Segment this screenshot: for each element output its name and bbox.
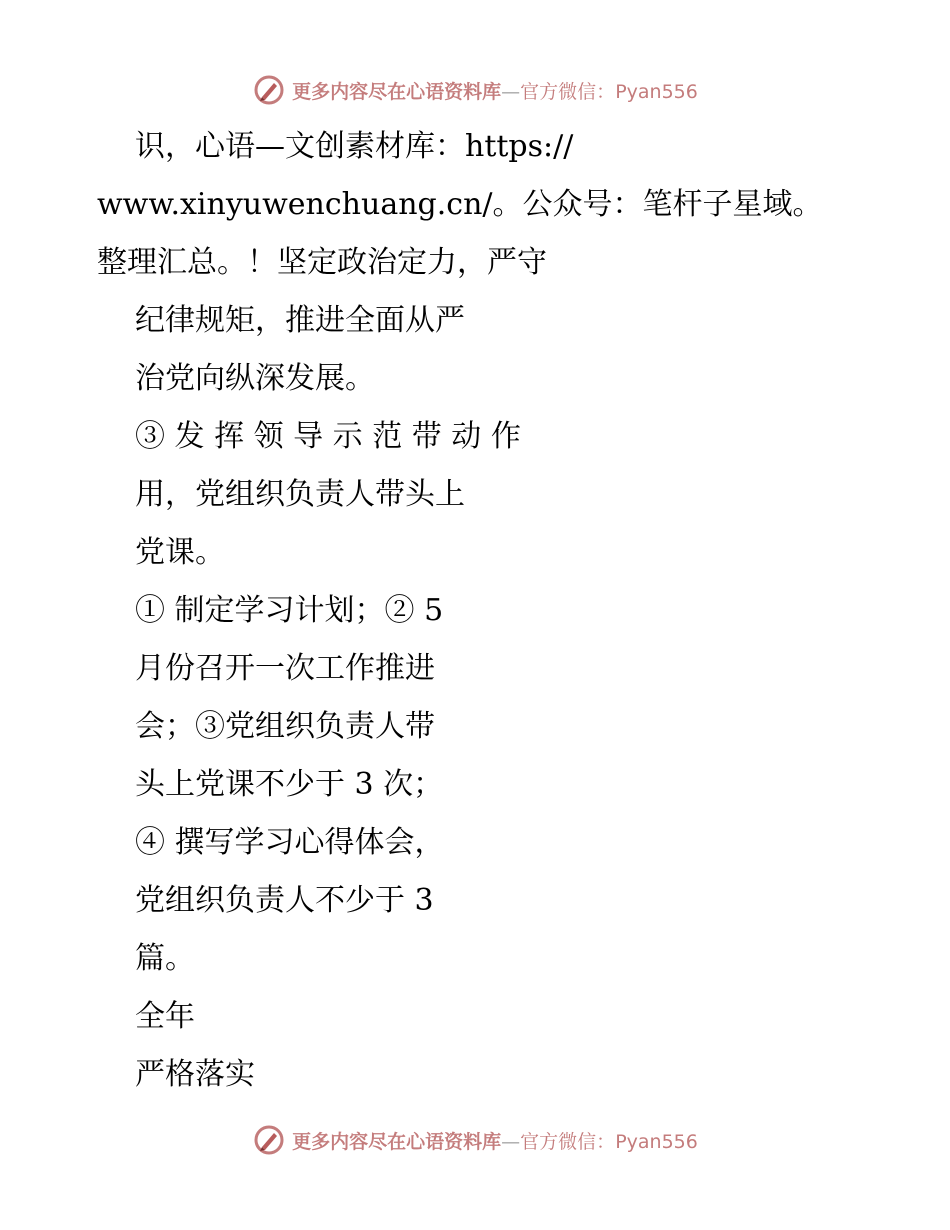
text-line: 治党向纵深发展。 [135,361,375,396]
footer-banner [0,1120,950,1160]
text-line: ③ 发 挥 领 导 示 范 带 动 作 [135,419,521,454]
text-line: ④ 撰写学习心得体会， [135,825,445,860]
text-line: 会；③党组织负责人带 [135,709,435,744]
text-line: 严格落实 [135,1057,255,1092]
document-body [0,118,950,1104]
text-line: www.xinyuwenchuang.cn/。公众号：笔杆子星域。 [97,187,823,222]
banner-text: 更多内容尽在心语资料库—官方微信：Pyan556 [292,1130,698,1153]
text-line: 党组织负责人不少于 3 [135,883,434,918]
text-line: 篇。 [135,941,195,976]
header-banner [0,70,950,110]
text-line: 头上党课不少于 3 次； [135,767,444,802]
text-line: 整理汇总。！坚定政治定力，严守 [97,245,547,280]
text-line: 用，党组织负责人带头上 [135,477,465,512]
text-line: 纪律规矩，推进全面从严 [135,303,465,338]
text-line: 全年 [135,999,195,1034]
pen-logo-icon [252,1123,286,1157]
text-line: 党课。 [135,535,225,570]
pen-logo-icon [252,73,286,107]
text-line: 月份召开一次工作推进 [135,651,435,686]
banner-text: 更多内容尽在心语资料库—官方微信：Pyan556 [292,80,698,103]
text-line: ① 制定学习计划；② 5 [135,593,444,628]
text-line: 识，心语—文创素材库：https:// [135,129,574,164]
